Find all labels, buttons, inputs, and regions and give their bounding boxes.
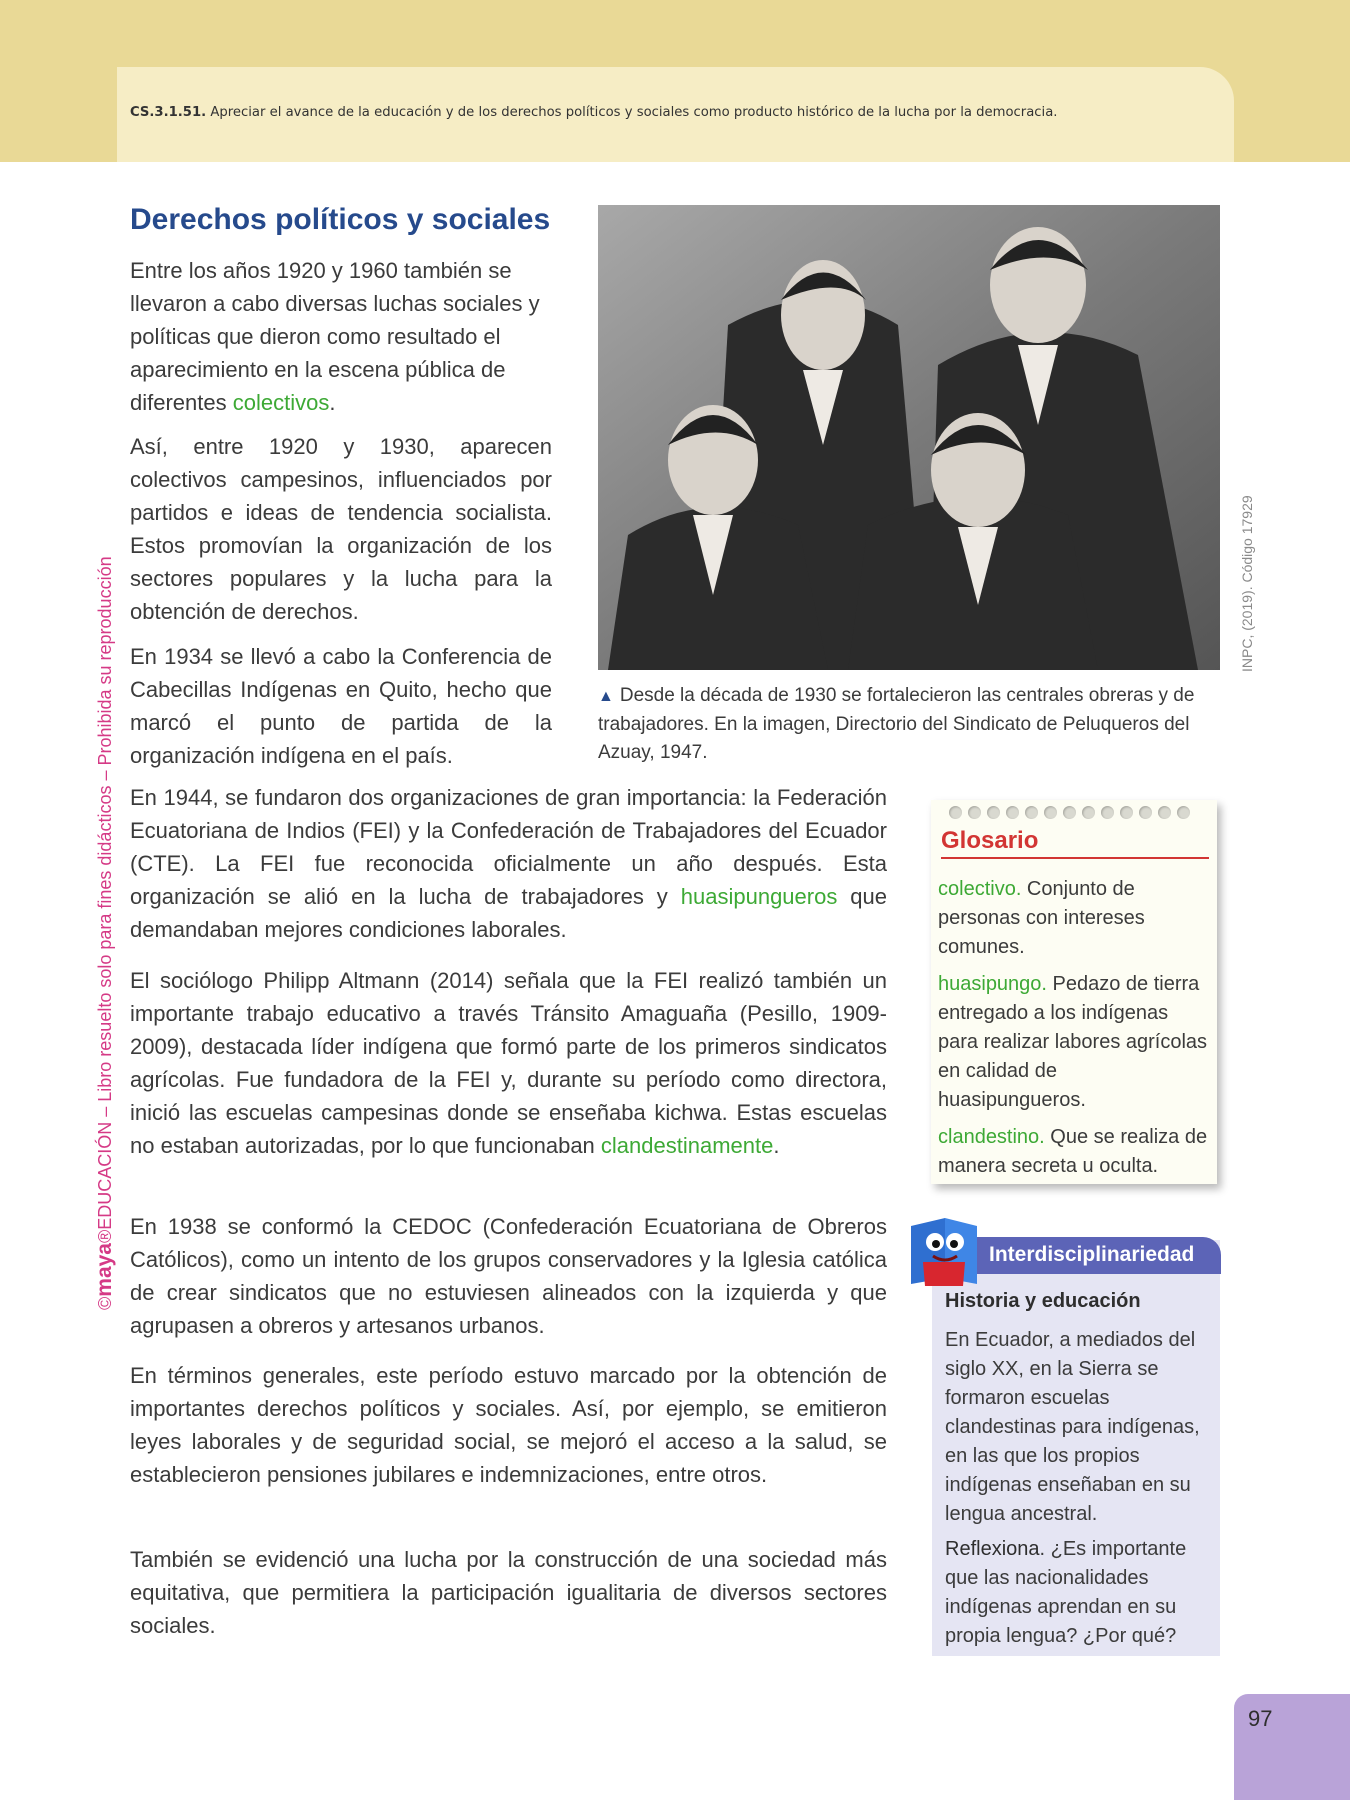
- glossary-term-link: colectivos: [232, 390, 330, 415]
- photo-caption: [598, 682, 1228, 767]
- glossary-term-link: huasipungueros: [680, 884, 838, 909]
- ring-icon: [1082, 806, 1095, 819]
- ring-icon: [949, 806, 962, 819]
- glossary-term-link: clandestinamente: [600, 1133, 774, 1158]
- standard-text: [130, 105, 1057, 120]
- interdisciplinary-body: En Ecuador, a mediados del siglo XX, en la Sierra se formaron escuelas clandestinas para indígenas, en las que los propios indígenas enseñaban en su lengua ancestral.: [945, 1329, 1200, 1525]
- glossary-definition: Pedazo de tierra entregado a los indígenas para realizar labores agrícolas en calidad de huasipungueros.: [938, 973, 1208, 1111]
- photo-credit: INPC, (2019). Código 17929: [1239, 495, 1255, 672]
- book-mascot-icon: [905, 1212, 983, 1290]
- glossary-entry: [938, 875, 1210, 962]
- interdisciplinary-subtitle: Historia y educación: [945, 1290, 1141, 1312]
- ring-icon: [1120, 806, 1133, 819]
- copyright-symbol: ©: [95, 1296, 115, 1310]
- registered-mark: ®: [95, 1229, 115, 1244]
- caption-text: Desde la década de 1930 se fortalecieron las centrales obreras y de trabajadores. En la imagen, Directorio del Sindicato de Peluqueros del Azuay, 1947.: [598, 685, 1195, 763]
- ring-icon: [1063, 806, 1076, 819]
- copyright-text: EDUCACIÓN – Libro resuelto solo para fines didácticos – Prohibida su reproducción: [95, 556, 115, 1230]
- interdisciplinary-header: [971, 1237, 1221, 1274]
- glossary-box: [931, 800, 1217, 1184]
- glossary-term: clandestino.: [938, 1126, 1045, 1148]
- ring-icon: [1177, 806, 1190, 819]
- ring-icon: [1139, 806, 1152, 819]
- paragraph-4: En 1944, se fundaron dos organizaciones de gran importancia: la Federación Ecuatoriana de Indios (FEI) y la Confederación de Trabajadores del Ecuador (CTE). La FEI fue reconocida oficialmente un año después. Esta organización se alió en la lucha de trabajadores y huasipungueros que demandaban mejores condiciones laborales.: [130, 785, 888, 942]
- caption-triangle-icon: ▲: [598, 688, 614, 705]
- historical-photo: [598, 205, 1220, 670]
- paragraph-8: También se evidenció una lucha por la construcción de una sociedad más equitativa, que permitiera la participación igualitaria de diversos sectores sociales.: [130, 1547, 887, 1638]
- paragraph-3: En 1934 se llevó a cabo la Conferencia de Cabecillas Indígenas en Quito, hecho que marcó el punto de partida de la organización indígena en el país.: [130, 644, 552, 768]
- ring-icon: [987, 806, 1000, 819]
- paragraph-1: Entre los años 1920 y 1960 también se llevaron a cabo diversas luchas sociales y políticas que dieron como resultado el aparecimiento en la escena pública de diferentes colectivos.: [130, 258, 540, 415]
- paragraph-7: En términos generales, este período estuvo marcado por la obtención de importantes derechos políticos y sociales. Así, por ejemplo, se emitieron leyes laborales y de seguridad social, se mejoró el acceso a la salud, se establecieron pensiones jubilares e indemnizaciones, entre otros.: [130, 1363, 887, 1487]
- ring-icon: [1158, 806, 1171, 819]
- glossary-title: Glosario: [941, 827, 1209, 859]
- paragraph-2: Así, entre 1920 y 1930, aparecen colectivos campesinos, influenciados por partidos e ideas de tendencia socialista. Estos promovían la organización de los sectores populares y la lucha para la obtención de derechos.: [130, 434, 552, 624]
- paragraph-6: En 1938 se conformó la CEDOC (Confederación Ecuatoriana de Obreros Católicos), como un intento de los grupos conservadores y la Iglesia católica de crear sindicatos que no estuviesen alineados con la izquierda y que agrupasen a obreros y artesanos urbanos.: [130, 1214, 887, 1338]
- interdisciplinary-label: Interdisciplinariedad: [989, 1243, 1195, 1266]
- section-title: Derechos políticos y sociales: [130, 203, 551, 236]
- ring-icon: [1006, 806, 1019, 819]
- page-number-tab: [1234, 1694, 1350, 1800]
- standard-description: Apreciar el avance de la educación y de los derechos políticos y sociales como producto histórico de la lucha por la democracia.: [210, 105, 1058, 120]
- ring-icon: [968, 806, 981, 819]
- glossary-term: colectivo.: [938, 878, 1022, 900]
- brand-name: maya: [93, 1243, 116, 1297]
- reflection-lead: Reflexiona: [945, 1538, 1040, 1560]
- glossary-entry: [938, 1123, 1210, 1181]
- standard-code: CS.3.1.51.: [130, 105, 207, 120]
- standard-box: [117, 67, 1234, 162]
- glossary-definition: Que se realiza de manera secreta u oculta.: [938, 1126, 1208, 1177]
- glossary-term: huasipungo.: [938, 973, 1047, 995]
- page-number: 97: [1248, 1706, 1273, 1731]
- ring-icon: [1025, 806, 1038, 819]
- copyright-notice: [93, 556, 117, 1310]
- ring-icon: [1044, 806, 1057, 819]
- ring-icon: [1101, 806, 1114, 819]
- paragraph-5: El sociólogo Philipp Altmann (2014) señala que la FEI realizó también un importante trabajo educativo a través Tránsito Amaguaña (Pesillo, 1909-2009), destacada líder indígena que formó parte de los primeros sindicatos agrícolas. Fue fundadora de la FEI y, durante su período como directora, inició las escuelas campesinas donde se enseñaba kichwa. Estas escuelas no estaban autorizadas, por lo que funcionaban clandestinamente.: [130, 968, 887, 1158]
- glossary-definition: Conjunto de personas con intereses comunes.: [938, 878, 1145, 958]
- reflection-text: . ¿Es importante que las nacionalidades indígenas aprendan en su propia lengua? ¿Por qué?: [945, 1538, 1187, 1647]
- notebook-rings: [949, 806, 1190, 822]
- group-portrait-illustration: [598, 205, 1220, 670]
- reflection-question: [945, 1535, 1213, 1651]
- glossary-entry: [938, 970, 1210, 1115]
